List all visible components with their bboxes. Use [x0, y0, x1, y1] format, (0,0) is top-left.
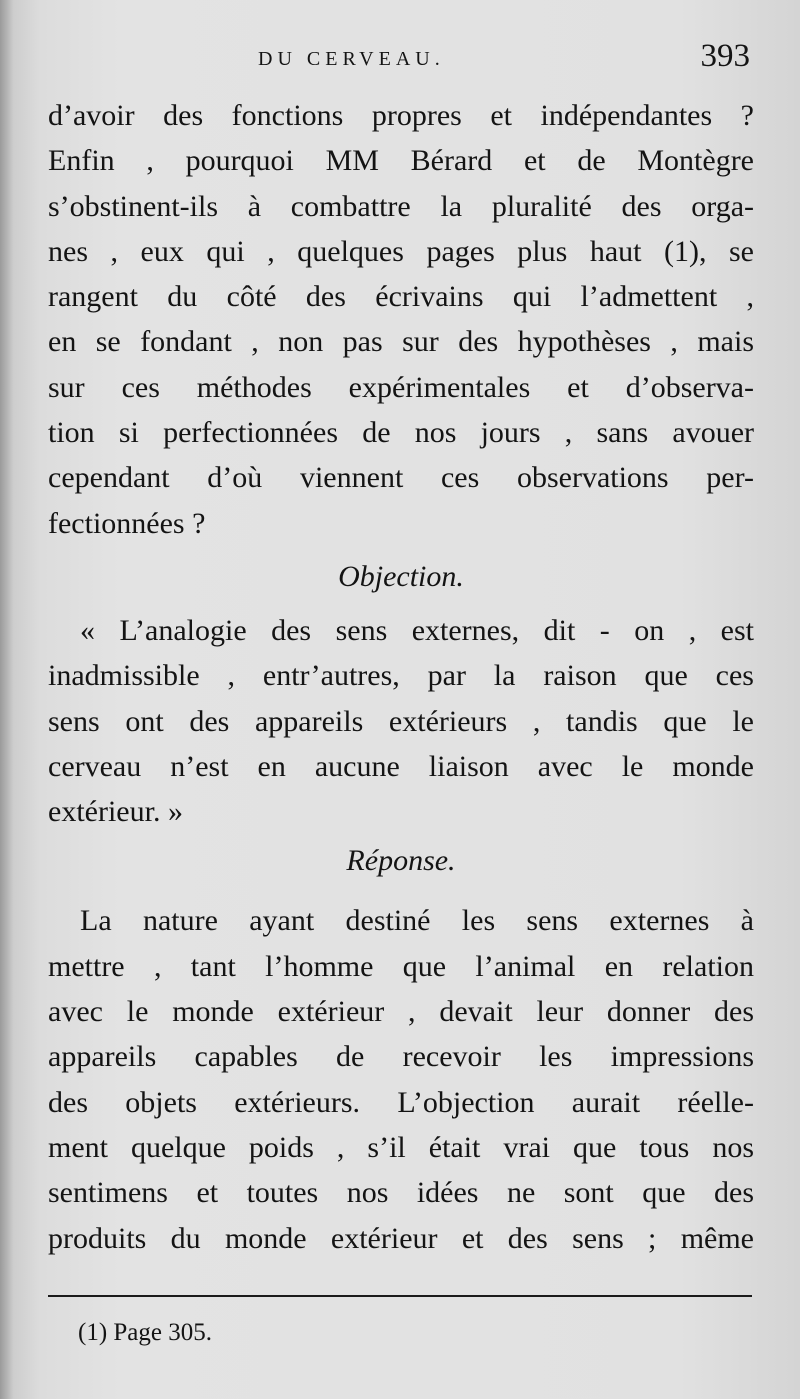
footnote: (1) Page 305.	[78, 1319, 212, 1346]
text-line: extérieur. »	[48, 795, 183, 829]
text-line: mettre , tant l’homme que l’animal en relation	[48, 949, 754, 983]
page-number: 393	[700, 38, 750, 74]
text-line: rangent du côté des écrivains qui l’admettent ,	[48, 280, 754, 314]
text-line: cependant d’où viennent ces observations per-	[48, 461, 754, 495]
text-line: Enfin , pourquoi MM Bérard et de Montègre	[48, 144, 754, 178]
text-line: sur ces méthodes expérimentales et d’observa-	[48, 370, 754, 404]
text-line: cerveau n’est en aucune liaison avec le monde	[48, 749, 754, 783]
text-line: d’avoir des fonctions propres et indépendantes ?	[48, 99, 754, 132]
section-heading-reponse: Réponse.	[346, 844, 456, 878]
paragraph-1	[48, 93, 754, 546]
section-heading-objection: Objection.	[338, 559, 464, 593]
text-line: produits du monde extérieur et des sens ; même	[48, 1221, 754, 1255]
text-line: inadmissible , entr’autres, par la raison que ces	[48, 659, 754, 693]
text-line: tion si perfectionnées de nos jours , sans avouer	[48, 416, 754, 450]
paragraph-2	[48, 608, 754, 834]
text-line: sens ont des appareils extérieurs , tandis que le	[48, 704, 754, 738]
text-line: s’obstinent-ils à combattre la pluralité des orga-	[48, 189, 754, 223]
footnote-rule	[48, 1295, 752, 1297]
page-gutter-shadow	[0, 0, 14, 1399]
text-line: La nature ayant destiné les sens externes à	[80, 904, 754, 938]
running-head: DU CERVEAU.	[258, 48, 445, 70]
text-line: sentimens et toutes nos idées ne sont que des	[48, 1176, 754, 1210]
text-line: avec le monde extérieur , devait leur donner des	[48, 995, 754, 1029]
text-line: fectionnées ?	[48, 506, 206, 540]
text-line: « L’analogie des sens externes, dit - on , est	[80, 613, 754, 647]
text-line: des objets extérieurs. L’objection aurait réelle-	[48, 1085, 754, 1119]
text-line: en se fondant , non pas sur des hypothèses , mais	[48, 325, 754, 359]
text-line: nes , eux qui , quelques pages plus haut (1), se	[48, 234, 754, 268]
paragraph-3	[48, 898, 754, 1260]
page-body	[48, 93, 754, 1261]
text-line: ment quelque poids , s’il était vrai que tous nos	[48, 1130, 754, 1164]
text-line: appareils capables de recevoir les impressions	[48, 1040, 754, 1074]
